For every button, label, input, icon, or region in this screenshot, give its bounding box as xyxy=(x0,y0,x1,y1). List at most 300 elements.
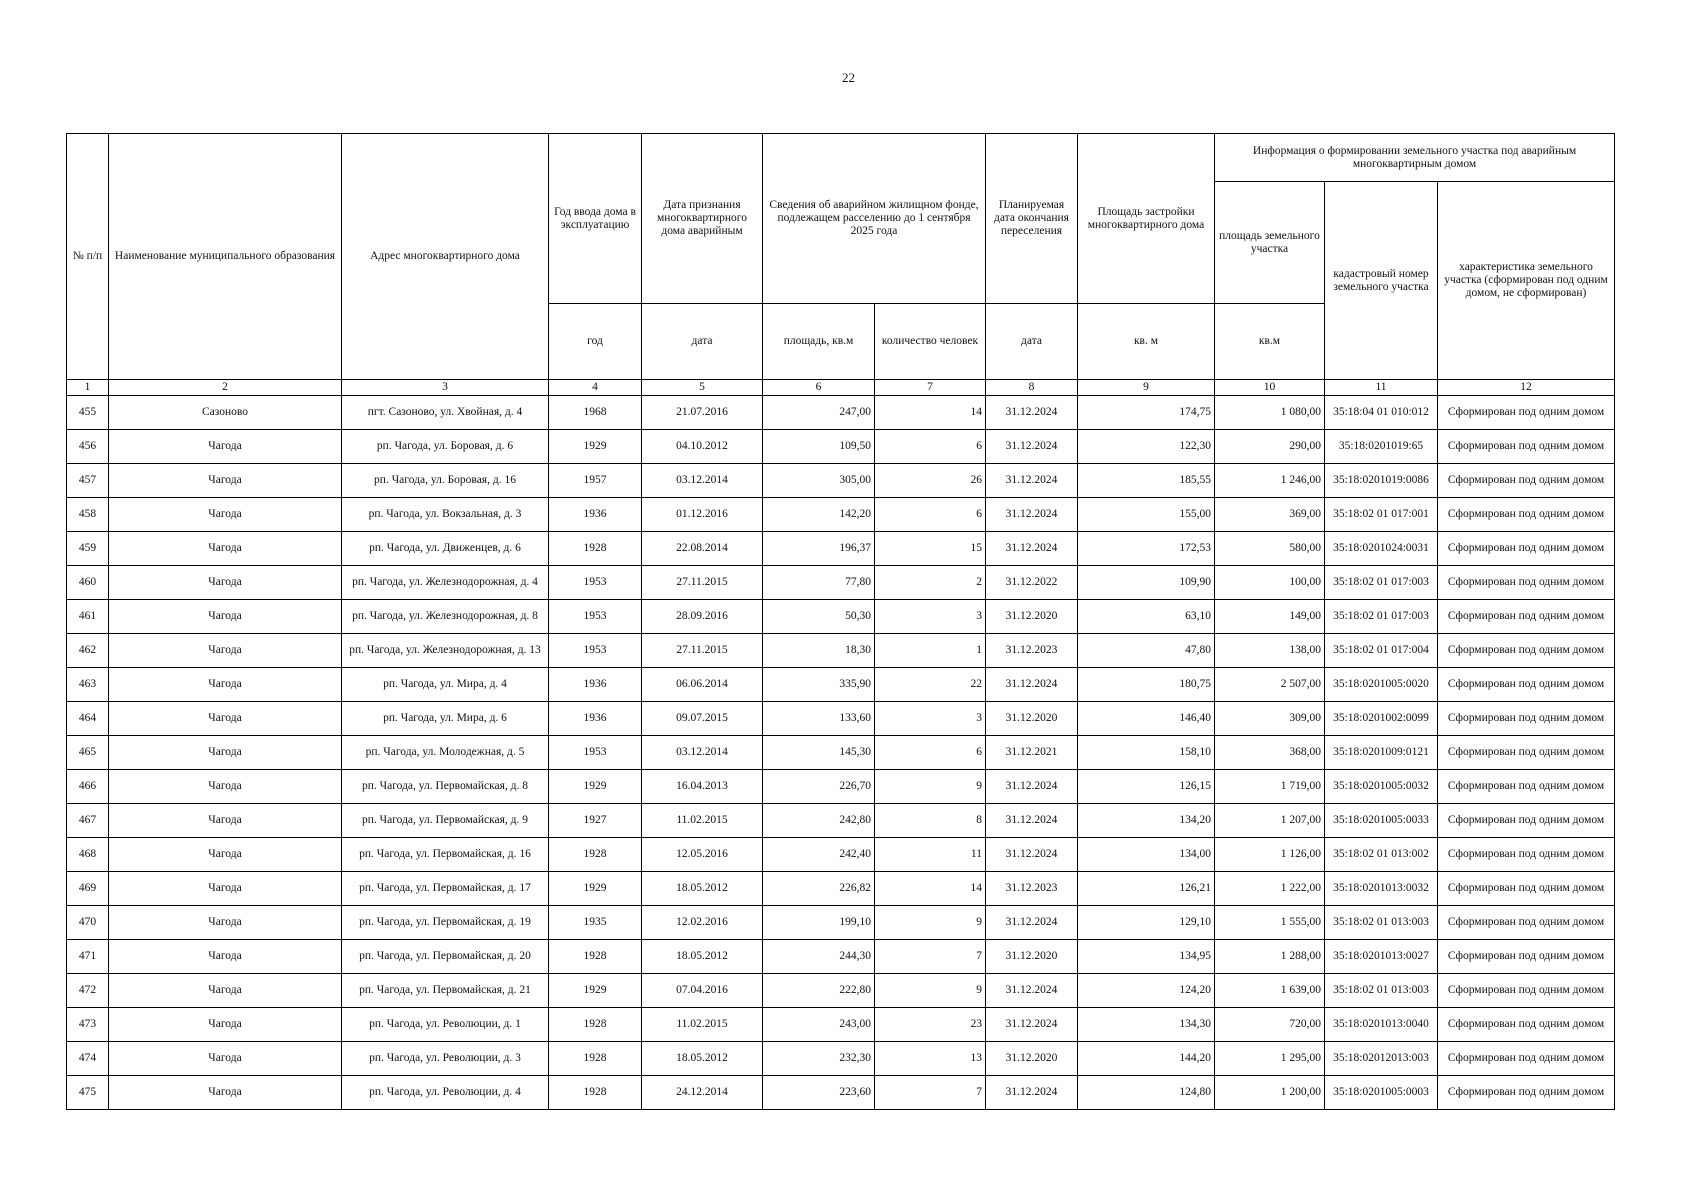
cell-area: 305,00 xyxy=(763,464,875,498)
cell-address: рп. Чагода, ул. Молодежная, д. 5 xyxy=(342,736,549,770)
table-row xyxy=(67,1042,1615,1076)
table-row xyxy=(67,736,1615,770)
cell-land-characteristic: Сформирован под одним домом xyxy=(1438,770,1615,804)
cell-land-characteristic: Сформирован под одним домом xyxy=(1438,668,1615,702)
cell-area: 222,80 xyxy=(763,974,875,1008)
cell-people: 3 xyxy=(875,702,986,736)
cell-year: 1953 xyxy=(549,600,642,634)
cell-municipality: Чагода xyxy=(109,736,342,770)
cell-emergency-date: 11.02.2015 xyxy=(642,1008,763,1042)
cell-row-number: 461 xyxy=(67,600,109,634)
cell-year: 1953 xyxy=(549,566,642,600)
cell-municipality: Чагода xyxy=(109,668,342,702)
cell-emergency-date: 03.12.2014 xyxy=(642,736,763,770)
cell-land-characteristic: Сформирован под одним домом xyxy=(1438,498,1615,532)
cell-planned-end: 31.12.2021 xyxy=(986,736,1078,770)
cell-year: 1968 xyxy=(549,396,642,430)
cell-municipality: Чагода xyxy=(109,1008,342,1042)
cell-address: рп. Чагода, ул. Боровая, д. 16 xyxy=(342,464,549,498)
cell-municipality: Чагода xyxy=(109,974,342,1008)
cell-planned-end: 31.12.2024 xyxy=(986,974,1078,1008)
cell-land-characteristic: Сформирован под одним домом xyxy=(1438,974,1615,1008)
cell-cadastral: 35:18:0201019:0086 xyxy=(1325,464,1438,498)
cell-cadastral: 35:18:02 01 017:003 xyxy=(1325,566,1438,600)
cell-land-area: 149,00 xyxy=(1215,600,1325,634)
cell-land-area: 138,00 xyxy=(1215,634,1325,668)
cell-planned-end: 31.12.2024 xyxy=(986,1008,1078,1042)
cell-emergency-date: 04.10.2012 xyxy=(642,430,763,464)
cell-municipality: Чагода xyxy=(109,532,342,566)
cell-land-characteristic: Сформирован под одним домом xyxy=(1438,1008,1615,1042)
column-number: 1 xyxy=(67,380,109,396)
cell-row-number: 474 xyxy=(67,1042,109,1076)
cell-building-area: 185,55 xyxy=(1078,464,1215,498)
cell-land-area: 100,00 xyxy=(1215,566,1325,600)
cell-people: 6 xyxy=(875,736,986,770)
cell-planned-end: 31.12.2020 xyxy=(986,702,1078,736)
cell-land-characteristic: Сформирован под одним домом xyxy=(1438,566,1615,600)
cell-municipality: Чагода xyxy=(109,430,342,464)
cell-land-area: 580,00 xyxy=(1215,532,1325,566)
cell-planned-end: 31.12.2024 xyxy=(986,770,1078,804)
cell-planned-end: 31.12.2024 xyxy=(986,498,1078,532)
unit-year: год xyxy=(549,304,642,380)
cell-planned-end: 31.12.2022 xyxy=(986,566,1078,600)
cell-municipality: Чагода xyxy=(109,906,342,940)
cell-building-area: 124,80 xyxy=(1078,1076,1215,1110)
cell-municipality: Чагода xyxy=(109,600,342,634)
cell-year: 1928 xyxy=(549,1076,642,1110)
cell-planned-end: 31.12.2024 xyxy=(986,838,1078,872)
cell-area: 247,00 xyxy=(763,396,875,430)
cell-address: рп. Чагода, ул. Революции, д. 3 xyxy=(342,1042,549,1076)
cell-land-area: 1 719,00 xyxy=(1215,770,1325,804)
cell-area: 109,50 xyxy=(763,430,875,464)
cell-area: 242,40 xyxy=(763,838,875,872)
cell-people: 15 xyxy=(875,532,986,566)
cell-cadastral: 35:18:0201005:0020 xyxy=(1325,668,1438,702)
cell-people: 1 xyxy=(875,634,986,668)
cell-address: рп. Чагода, ул. Первомайская, д. 20 xyxy=(342,940,549,974)
table-row xyxy=(67,1076,1615,1110)
cell-land-area: 290,00 xyxy=(1215,430,1325,464)
cell-row-number: 472 xyxy=(67,974,109,1008)
cell-municipality: Чагода xyxy=(109,702,342,736)
cell-planned-end: 31.12.2024 xyxy=(986,804,1078,838)
cell-municipality: Чагода xyxy=(109,498,342,532)
cell-land-characteristic: Сформирован под одним домом xyxy=(1438,838,1615,872)
cell-land-characteristic: Сформирован под одним домом xyxy=(1438,804,1615,838)
table-row xyxy=(67,770,1615,804)
cell-row-number: 468 xyxy=(67,838,109,872)
cell-land-area: 1 295,00 xyxy=(1215,1042,1325,1076)
header-row-number: № п/п xyxy=(67,134,109,380)
cell-building-area: 47,80 xyxy=(1078,634,1215,668)
cell-municipality: Чагода xyxy=(109,940,342,974)
cell-year: 1935 xyxy=(549,906,642,940)
cell-people: 8 xyxy=(875,804,986,838)
cell-planned-end: 31.12.2024 xyxy=(986,464,1078,498)
cell-year: 1928 xyxy=(549,940,642,974)
cell-land-characteristic: Сформирован под одним домом xyxy=(1438,702,1615,736)
cell-municipality: Чагода xyxy=(109,1042,342,1076)
table-row xyxy=(67,600,1615,634)
column-number: 10 xyxy=(1215,380,1325,396)
cell-year: 1929 xyxy=(549,872,642,906)
table-row xyxy=(67,396,1615,430)
cell-building-area: 126,15 xyxy=(1078,770,1215,804)
header-land-area: площадь земельного участка xyxy=(1215,182,1325,304)
cell-address: рп. Чагода, ул. Первомайская, д. 19 xyxy=(342,906,549,940)
cell-land-characteristic: Сформирован под одним домом xyxy=(1438,1076,1615,1110)
cell-land-area: 1 126,00 xyxy=(1215,838,1325,872)
cell-emergency-date: 11.02.2015 xyxy=(642,804,763,838)
cell-cadastral: 35:18:0201005:0003 xyxy=(1325,1076,1438,1110)
column-number-row xyxy=(67,380,1615,396)
cell-emergency-date: 12.02.2016 xyxy=(642,906,763,940)
table-row xyxy=(67,974,1615,1008)
cell-emergency-date: 18.05.2012 xyxy=(642,1042,763,1076)
cell-emergency-date: 09.07.2015 xyxy=(642,702,763,736)
cell-address: пгт. Сазоново, ул. Хвойная, д. 4 xyxy=(342,396,549,430)
cell-cadastral: 35:18:02 01 017:001 xyxy=(1325,498,1438,532)
cell-area: 145,30 xyxy=(763,736,875,770)
cell-row-number: 473 xyxy=(67,1008,109,1042)
cell-land-characteristic: Сформирован под одним домом xyxy=(1438,634,1615,668)
cell-planned-end: 31.12.2023 xyxy=(986,634,1078,668)
cell-emergency-date: 22.08.2014 xyxy=(642,532,763,566)
cell-year: 1928 xyxy=(549,532,642,566)
cell-emergency-date: 28.09.2016 xyxy=(642,600,763,634)
cell-land-area: 1 246,00 xyxy=(1215,464,1325,498)
table-row xyxy=(67,634,1615,668)
cell-cadastral: 35:18:0201019:65 xyxy=(1325,430,1438,464)
cell-cadastral: 35:18:02 01 013:003 xyxy=(1325,906,1438,940)
cell-year: 1927 xyxy=(549,804,642,838)
table-row xyxy=(67,804,1615,838)
cell-people: 14 xyxy=(875,396,986,430)
cell-address: рп. Чагода, ул. Мира, д. 4 xyxy=(342,668,549,702)
cell-building-area: 63,10 xyxy=(1078,600,1215,634)
cell-address: рп. Чагода, ул. Боровая, д. 6 xyxy=(342,430,549,464)
cell-land-characteristic: Сформирован под одним домом xyxy=(1438,1042,1615,1076)
cell-address: рп. Чагода, ул. Революции, д. 1 xyxy=(342,1008,549,1042)
cell-building-area: 126,21 xyxy=(1078,872,1215,906)
cell-people: 23 xyxy=(875,1008,986,1042)
table-row xyxy=(67,702,1615,736)
header-planned-end: Планируемая дата окончания переселения xyxy=(986,134,1078,304)
cell-address: рп. Чагода, ул. Движенцев, д. 6 xyxy=(342,532,549,566)
cell-planned-end: 31.12.2023 xyxy=(986,872,1078,906)
cell-cadastral: 35:18:0201013:0027 xyxy=(1325,940,1438,974)
cell-land-area: 309,00 xyxy=(1215,702,1325,736)
cell-address: рп. Чагода, ул. Железнодорожная, д. 13 xyxy=(342,634,549,668)
cell-cadastral: 35:18:0201002:0099 xyxy=(1325,702,1438,736)
cell-building-area: 134,30 xyxy=(1078,1008,1215,1042)
cell-emergency-date: 27.11.2015 xyxy=(642,634,763,668)
cell-area: 242,80 xyxy=(763,804,875,838)
cell-municipality: Чагода xyxy=(109,770,342,804)
cell-year: 1928 xyxy=(549,1008,642,1042)
cell-year: 1929 xyxy=(549,974,642,1008)
cell-emergency-date: 01.12.2016 xyxy=(642,498,763,532)
cell-row-number: 455 xyxy=(67,396,109,430)
cell-people: 11 xyxy=(875,838,986,872)
cell-year: 1957 xyxy=(549,464,642,498)
column-number: 11 xyxy=(1325,380,1438,396)
header-year-commissioned: Год ввода дома в эксплуатацию xyxy=(549,134,642,304)
column-number: 12 xyxy=(1438,380,1615,396)
header-municipality: Наименование муниципального образования xyxy=(109,134,342,380)
cell-people: 7 xyxy=(875,1076,986,1110)
cell-people: 6 xyxy=(875,498,986,532)
cell-address: рп. Чагода, ул. Железнодорожная, д. 4 xyxy=(342,566,549,600)
cell-address: рп. Чагода, ул. Революции, д. 4 xyxy=(342,1076,549,1110)
header-building-area: Площадь застройки многоквартирного дома xyxy=(1078,134,1215,304)
table-row xyxy=(67,906,1615,940)
cell-area: 244,30 xyxy=(763,940,875,974)
cell-land-area: 1 555,00 xyxy=(1215,906,1325,940)
cell-people: 2 xyxy=(875,566,986,600)
cell-people: 9 xyxy=(875,974,986,1008)
cell-municipality: Чагода xyxy=(109,872,342,906)
column-number: 2 xyxy=(109,380,342,396)
header-emergency-fund: Сведения об аварийном жилищном фонде, подлежащем расселению до 1 сентября 2025 года xyxy=(763,134,986,304)
cell-row-number: 464 xyxy=(67,702,109,736)
cell-area: 223,60 xyxy=(763,1076,875,1110)
table-row xyxy=(67,838,1615,872)
cell-cadastral: 35:18:0201005:0033 xyxy=(1325,804,1438,838)
cell-emergency-date: 21.07.2016 xyxy=(642,396,763,430)
cell-building-area: 129,10 xyxy=(1078,906,1215,940)
cell-planned-end: 31.12.2020 xyxy=(986,600,1078,634)
cell-year: 1936 xyxy=(549,668,642,702)
cell-building-area: 134,20 xyxy=(1078,804,1215,838)
cell-cadastral: 35:18:0201024:0031 xyxy=(1325,532,1438,566)
cell-year: 1936 xyxy=(549,498,642,532)
cell-area: 199,10 xyxy=(763,906,875,940)
cell-emergency-date: 06.06.2014 xyxy=(642,668,763,702)
column-number: 7 xyxy=(875,380,986,396)
cell-address: рп. Чагода, ул. Первомайская, д. 9 xyxy=(342,804,549,838)
cell-emergency-date: 07.04.2016 xyxy=(642,974,763,1008)
cell-emergency-date: 27.11.2015 xyxy=(642,566,763,600)
cell-cadastral: 35:18:02 01 017:004 xyxy=(1325,634,1438,668)
column-number: 8 xyxy=(986,380,1078,396)
cell-address: рп. Чагода, ул. Первомайская, д. 16 xyxy=(342,838,549,872)
cell-planned-end: 31.12.2020 xyxy=(986,940,1078,974)
cell-land-area: 720,00 xyxy=(1215,1008,1325,1042)
table-row xyxy=(67,498,1615,532)
cell-land-characteristic: Сформирован под одним домом xyxy=(1438,396,1615,430)
cell-row-number: 457 xyxy=(67,464,109,498)
unit-date-planned: дата xyxy=(986,304,1078,380)
cell-year: 1929 xyxy=(549,430,642,464)
cell-building-area: 124,20 xyxy=(1078,974,1215,1008)
table-row xyxy=(67,464,1615,498)
cell-land-characteristic: Сформирован под одним домом xyxy=(1438,906,1615,940)
unit-people: количество человек xyxy=(875,304,986,380)
cell-municipality: Чагода xyxy=(109,634,342,668)
table-row xyxy=(67,668,1615,702)
cell-row-number: 462 xyxy=(67,634,109,668)
header-emergency-date: Дата признания многоквартирного дома аварийным xyxy=(642,134,763,304)
cell-building-area: 109,90 xyxy=(1078,566,1215,600)
cell-cadastral: 35:18:0201013:0040 xyxy=(1325,1008,1438,1042)
cell-land-characteristic: Сформирован под одним домом xyxy=(1438,464,1615,498)
cell-planned-end: 31.12.2020 xyxy=(986,1042,1078,1076)
cell-year: 1928 xyxy=(549,838,642,872)
cell-land-area: 368,00 xyxy=(1215,736,1325,770)
cell-area: 226,70 xyxy=(763,770,875,804)
column-number: 3 xyxy=(342,380,549,396)
column-number: 6 xyxy=(763,380,875,396)
cell-people: 14 xyxy=(875,872,986,906)
cell-row-number: 467 xyxy=(67,804,109,838)
cell-address: рп. Чагода, ул. Железнодорожная, д. 8 xyxy=(342,600,549,634)
cell-row-number: 471 xyxy=(67,940,109,974)
cell-land-characteristic: Сформирован под одним домом xyxy=(1438,600,1615,634)
table-row xyxy=(67,430,1615,464)
cell-area: 50,30 xyxy=(763,600,875,634)
cell-people: 9 xyxy=(875,906,986,940)
header-land-characteristic: характеристика земельного участка (сформирован под одним домом, не сформирован) xyxy=(1438,182,1615,380)
cell-land-area: 1 288,00 xyxy=(1215,940,1325,974)
cell-year: 1936 xyxy=(549,702,642,736)
unit-kvm: кв. м xyxy=(1078,304,1215,380)
cell-year: 1953 xyxy=(549,736,642,770)
cell-row-number: 459 xyxy=(67,532,109,566)
cell-people: 9 xyxy=(875,770,986,804)
table-row xyxy=(67,872,1615,906)
column-number: 9 xyxy=(1078,380,1215,396)
cell-building-area: 146,40 xyxy=(1078,702,1215,736)
cell-area: 243,00 xyxy=(763,1008,875,1042)
cell-year: 1928 xyxy=(549,1042,642,1076)
cell-row-number: 465 xyxy=(67,736,109,770)
cell-building-area: 144,20 xyxy=(1078,1042,1215,1076)
cell-emergency-date: 18.05.2012 xyxy=(642,940,763,974)
cell-area: 232,30 xyxy=(763,1042,875,1076)
cell-cadastral: 35:18:0201005:0032 xyxy=(1325,770,1438,804)
cell-land-area: 1 222,00 xyxy=(1215,872,1325,906)
unit-kvm-land: кв.м xyxy=(1215,304,1325,380)
cell-cadastral: 35:18:02 01 013:003 xyxy=(1325,974,1438,1008)
cell-municipality: Чагода xyxy=(109,838,342,872)
page-number: 22 xyxy=(842,70,855,85)
cell-people: 22 xyxy=(875,668,986,702)
cell-row-number: 460 xyxy=(67,566,109,600)
cell-land-characteristic: Сформирован под одним домом xyxy=(1438,940,1615,974)
cell-land-area: 369,00 xyxy=(1215,498,1325,532)
cell-area: 335,90 xyxy=(763,668,875,702)
cell-row-number: 466 xyxy=(67,770,109,804)
cell-land-characteristic: Сформирован под одним домом xyxy=(1438,430,1615,464)
cell-row-number: 456 xyxy=(67,430,109,464)
cell-planned-end: 31.12.2024 xyxy=(986,430,1078,464)
cell-cadastral: 35:18:0201013:0032 xyxy=(1325,872,1438,906)
cell-municipality: Сазоново xyxy=(109,396,342,430)
emergency-housing-table xyxy=(66,133,1615,1110)
cell-planned-end: 31.12.2024 xyxy=(986,1076,1078,1110)
cell-building-area: 155,00 xyxy=(1078,498,1215,532)
cell-people: 26 xyxy=(875,464,986,498)
cell-cadastral: 35:18:0201009:0121 xyxy=(1325,736,1438,770)
cell-municipality: Чагода xyxy=(109,464,342,498)
cell-municipality: Чагода xyxy=(109,566,342,600)
cell-land-area: 1 639,00 xyxy=(1215,974,1325,1008)
table-row xyxy=(67,532,1615,566)
cell-land-area: 1 200,00 xyxy=(1215,1076,1325,1110)
cell-row-number: 475 xyxy=(67,1076,109,1110)
unit-date: дата xyxy=(642,304,763,380)
cell-municipality: Чагода xyxy=(109,1076,342,1110)
cell-area: 226,82 xyxy=(763,872,875,906)
cell-address: рп. Чагода, ул. Вокзальная, д. 3 xyxy=(342,498,549,532)
cell-address: рп. Чагода, ул. Мира, д. 6 xyxy=(342,702,549,736)
cell-people: 3 xyxy=(875,600,986,634)
cell-area: 133,60 xyxy=(763,702,875,736)
cell-building-area: 122,30 xyxy=(1078,430,1215,464)
cell-address: рп. Чагода, ул. Первомайская, д. 21 xyxy=(342,974,549,1008)
table-row xyxy=(67,566,1615,600)
cell-building-area: 172,53 xyxy=(1078,532,1215,566)
cell-people: 7 xyxy=(875,940,986,974)
cell-building-area: 134,00 xyxy=(1078,838,1215,872)
cell-row-number: 469 xyxy=(67,872,109,906)
cell-planned-end: 31.12.2024 xyxy=(986,906,1078,940)
cell-building-area: 174,75 xyxy=(1078,396,1215,430)
cell-address: рп. Чагода, ул. Первомайская, д. 8 xyxy=(342,770,549,804)
cell-planned-end: 31.12.2024 xyxy=(986,396,1078,430)
cell-building-area: 134,95 xyxy=(1078,940,1215,974)
cell-planned-end: 31.12.2024 xyxy=(986,668,1078,702)
cell-people: 13 xyxy=(875,1042,986,1076)
cell-row-number: 463 xyxy=(67,668,109,702)
header-cadastral: кадастровый номер земельного участка xyxy=(1325,182,1438,380)
cell-emergency-date: 12.05.2016 xyxy=(642,838,763,872)
cell-emergency-date: 03.12.2014 xyxy=(642,464,763,498)
unit-area-sqm: площадь, кв.м xyxy=(763,304,875,380)
cell-cadastral: 35:18:02 01 017:003 xyxy=(1325,600,1438,634)
column-number: 4 xyxy=(549,380,642,396)
cell-year: 1953 xyxy=(549,634,642,668)
cell-area: 142,20 xyxy=(763,498,875,532)
cell-emergency-date: 24.12.2014 xyxy=(642,1076,763,1110)
cell-land-characteristic: Сформирован под одним домом xyxy=(1438,736,1615,770)
table-row xyxy=(67,940,1615,974)
cell-area: 196,37 xyxy=(763,532,875,566)
column-number: 5 xyxy=(642,380,763,396)
cell-building-area: 158,10 xyxy=(1078,736,1215,770)
cell-cadastral: 35:18:02 01 013:002 xyxy=(1325,838,1438,872)
header-land-info: Информация о формировании земельного участка под аварийным многоквартирным домом xyxy=(1215,134,1615,182)
cell-cadastral: 35:18:04 01 010:012 xyxy=(1325,396,1438,430)
cell-emergency-date: 16.04.2013 xyxy=(642,770,763,804)
cell-municipality: Чагода xyxy=(109,804,342,838)
cell-area: 18,30 xyxy=(763,634,875,668)
cell-row-number: 458 xyxy=(67,498,109,532)
cell-land-area: 2 507,00 xyxy=(1215,668,1325,702)
header-address: Адрес многоквартирного дома xyxy=(342,134,549,380)
cell-land-characteristic: Сформирован под одним домом xyxy=(1438,872,1615,906)
cell-land-characteristic: Сформирован под одним домом xyxy=(1438,532,1615,566)
cell-cadastral: 35:18:02012013:003 xyxy=(1325,1042,1438,1076)
cell-land-area: 1 207,00 xyxy=(1215,804,1325,838)
cell-area: 77,80 xyxy=(763,566,875,600)
table-row xyxy=(67,1008,1615,1042)
cell-row-number: 470 xyxy=(67,906,109,940)
